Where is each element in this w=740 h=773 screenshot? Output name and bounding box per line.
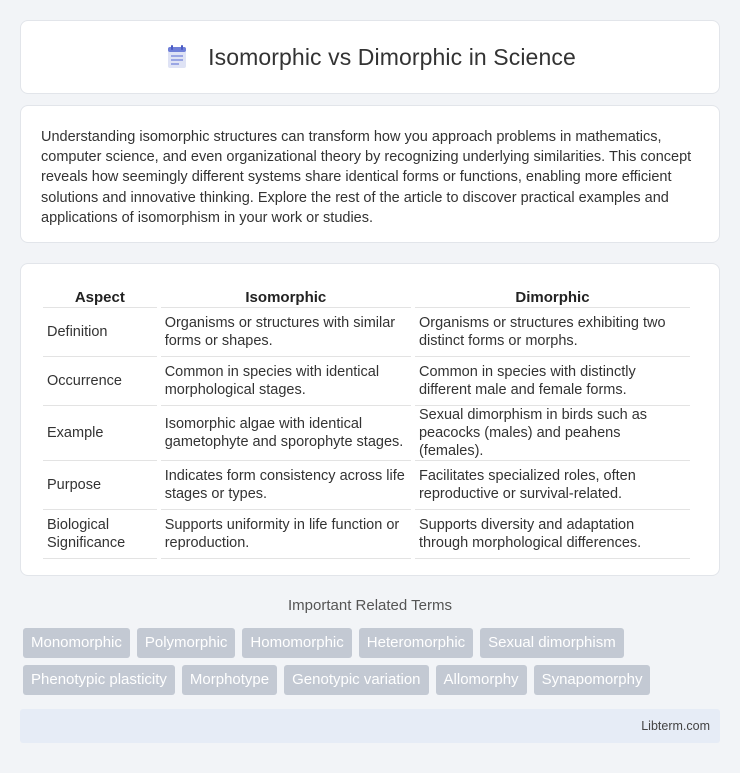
related-term-tag[interactable]: Homomorphic <box>242 628 351 658</box>
header-aspect: Aspect <box>43 286 157 308</box>
cell-aspect: Biological Significance <box>43 510 157 559</box>
related-terms <box>23 628 703 702</box>
cell-dimorphic: Common in species with distinctly different male and female forms. <box>415 357 690 406</box>
footer <box>20 709 720 743</box>
related-term-tag[interactable]: Genotypic variation <box>284 665 428 695</box>
related-term-tag[interactable]: Polymorphic <box>137 628 236 658</box>
table-row <box>43 406 690 461</box>
related-terms-row <box>23 665 703 695</box>
cell-aspect: Example <box>43 406 157 461</box>
related-terms-title: Important Related Terms <box>288 597 452 614</box>
cell-isomorphic: Organisms or structures with similar forms or shapes. <box>161 308 411 357</box>
table-row <box>43 308 690 357</box>
cell-isomorphic: Supports uniformity in life function or reproduction. <box>161 510 411 559</box>
related-terms-row <box>23 628 703 658</box>
comparison-table-card <box>20 263 720 576</box>
related-term-tag[interactable]: Synapomorphy <box>534 665 651 695</box>
header-dimorphic: Dimorphic <box>415 286 690 308</box>
related-term-tag[interactable]: Phenotypic plasticity <box>23 665 175 695</box>
document-icon <box>164 44 190 70</box>
cell-aspect: Definition <box>43 308 157 357</box>
cell-aspect: Occurrence <box>43 357 157 406</box>
related-term-tag[interactable]: Morphotype <box>182 665 277 695</box>
table-row <box>43 357 690 406</box>
related-term-tag[interactable]: Sexual dimorphism <box>480 628 624 658</box>
header-card <box>20 20 720 94</box>
related-term-tag[interactable]: Monomorphic <box>23 628 130 658</box>
table-row <box>43 510 690 559</box>
comparison-table <box>39 286 694 559</box>
table-header-row <box>43 286 690 308</box>
intro-card <box>20 105 720 243</box>
cell-isomorphic: Isomorphic algae with identical gametophyte and sporophyte stages. <box>161 406 411 461</box>
header-isomorphic: Isomorphic <box>161 286 411 308</box>
page-title: Isomorphic vs Dimorphic in Science <box>208 43 576 70</box>
intro-text: Understanding isomorphic structures can transform how you approach problems in mathematics, computer science, and even organizational theory by recognizing underlying similarities. This concept reveals how seemingly different systems share identical forms or functions, enabling more efficient solutions and innovative thinking. Explore the rest of the article to discover practical examples and applications of isomorphism in your work or studies. <box>41 129 692 226</box>
related-term-tag[interactable]: Heteromorphic <box>359 628 473 658</box>
cell-dimorphic: Organisms or structures exhibiting two distinct forms or morphs. <box>415 308 690 357</box>
table-row <box>43 461 690 510</box>
cell-isomorphic: Indicates form consistency across life stages or types. <box>161 461 411 510</box>
footer-site-link[interactable]: Libterm.com <box>641 719 710 733</box>
cell-isomorphic: Common in species with identical morphological stages. <box>161 357 411 406</box>
related-term-tag[interactable]: Allomorphy <box>436 665 527 695</box>
cell-aspect: Purpose <box>43 461 157 510</box>
cell-dimorphic: Supports diversity and adaptation through morphological differences. <box>415 510 690 559</box>
cell-dimorphic: Facilitates specialized roles, often reproductive or survival-related. <box>415 461 690 510</box>
cell-dimorphic: Sexual dimorphism in birds such as peacocks (males) and peahens (females). <box>415 406 690 461</box>
